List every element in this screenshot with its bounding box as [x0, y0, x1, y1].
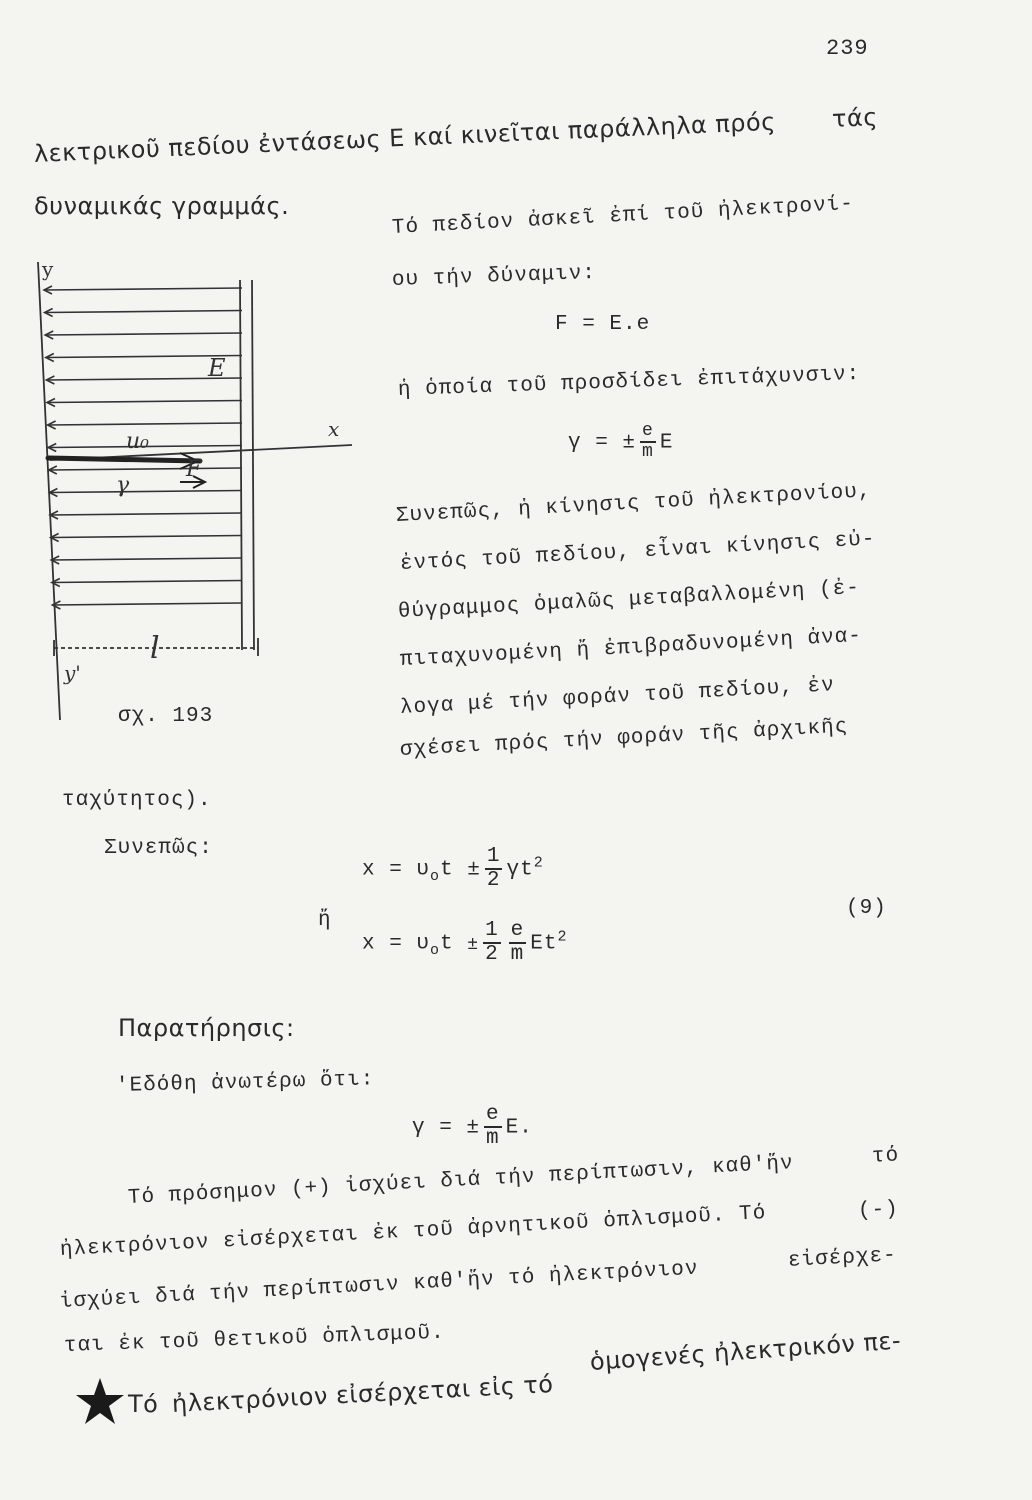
- field-line: [51, 536, 242, 538]
- field-line: [49, 468, 242, 470]
- text-p1c-end: εἰσέρχε-: [787, 1244, 898, 1273]
- text-r6: Συνεπῶς, ἡ κίνησις τοῦ ἠλεκτρονίου,: [395, 480, 873, 528]
- text-p2-start: Τό: [128, 1390, 159, 1418]
- star-icon: [76, 1378, 124, 1424]
- figure-electric-field: [30, 250, 360, 730]
- figure-caption: σχ. 193: [118, 705, 214, 728]
- field-line: [47, 401, 242, 403]
- text-r9: πιταχυνομένη ἤ ἐπιβραδυνομένη ἀνα-: [399, 624, 863, 672]
- label-F: F: [186, 457, 202, 482]
- axis-y-line: [38, 262, 60, 720]
- field-line: [50, 513, 242, 515]
- equation-label-9: (9): [846, 897, 887, 920]
- field-line: [45, 311, 242, 313]
- text-l13: Συνεπῶς:: [104, 837, 213, 860]
- text-p1a: Τό πρόσημον (+) ἰσχύει διά τήν περίπτωσιν, καθ'ἥν: [127, 1152, 795, 1210]
- field-line: [44, 288, 242, 290]
- text-line-2: δυναμικάς γραμμάς.: [34, 192, 290, 220]
- text-l15: 'Εδόθη ἀνωτέρω ὅτι:: [115, 1068, 375, 1098]
- label-u0: u₀: [126, 429, 149, 454]
- field-line: [52, 581, 242, 583]
- field-line: [48, 423, 242, 425]
- equation-acceleration-2: γ = ± $\frac{e}{m}$ E.: [412, 1103, 533, 1151]
- text-p2a: ἠλεκτρόνιον εἰσέρχεται εἰς τό: [171, 1370, 555, 1418]
- equation-acceleration: γ = ± $\frac{e}{m}$ E: [568, 421, 674, 462]
- text-r10: λογα μέ τήν φοράν τοῦ πεδίου, ἐν: [399, 674, 836, 720]
- equation-force: F = E.e: [555, 313, 651, 336]
- text-eta: ἤ: [318, 909, 332, 932]
- label-y: y: [42, 257, 54, 281]
- label-gamma: γ: [116, 473, 130, 498]
- text-p2a-end: ὁμογενές ἠλεκτρικόν πε-: [589, 1326, 902, 1376]
- label-x: x: [328, 417, 340, 441]
- field-line: [45, 333, 242, 335]
- field-line: [49, 491, 242, 493]
- text-r7: ἐντός τοῦ πεδίου, εἶναι κίνησις εὐ-: [399, 528, 877, 576]
- label-y-prime: y': [64, 661, 81, 685]
- text-p1b-end: (-): [857, 1197, 900, 1224]
- equation-9b: $x = \upsilon_ot$ ± $\frac{1}{2}$ $\frac{e}{m}$ Et$^2$: [362, 919, 568, 967]
- text-r4: ἡ ὁποία τοῦ προσδίδει ἐπιτάχυνσιν:: [397, 362, 861, 402]
- field-line: [51, 558, 242, 560]
- text-r1: Τό πεδίον ἀσκεῖ ἐπί τοῦ ἠλεκτρονί-: [391, 192, 855, 240]
- plate-line-2: [252, 280, 254, 650]
- page-number: 239: [826, 36, 869, 61]
- text-r2: ου τήν δύναμιν:: [391, 261, 597, 292]
- text-line-1-end: τάς: [831, 103, 879, 133]
- heading-observation: Παρατήρησις:: [118, 1014, 295, 1042]
- text-p1c: ἰσχύει διά τήν περίπτωσιν καθ'ἥν τό ἠλεκτρόνιον: [59, 1257, 700, 1314]
- text-l12: ταχύτητος).: [62, 789, 212, 812]
- text-p1b: ἠλεκτρόνιον εἰσέρχεται ἐκ τοῦ ἀρνητικοῦ ὁπλισμοῦ. Τό: [59, 1201, 767, 1262]
- field-line: [52, 603, 242, 605]
- label-E: E: [208, 354, 226, 382]
- equation-9a: $x = \upsilon_ot$ ± $\frac{1}{2}$ $\gamma t^2$: [362, 845, 544, 893]
- text-line-1: λεκτρικοῦ πεδίου ἐντάσεως Ε καί κινεῖται παράλληλα πρός: [33, 107, 777, 168]
- text-p1d: ται ἐκ τοῦ θετικοῦ ὁπλισμοῦ.: [63, 1321, 446, 1358]
- text-r8: θύγραμμος ὁμαλῶς μεταβαλλομένη (ἐ-: [397, 576, 861, 624]
- text-p1a-end: τό: [871, 1144, 900, 1169]
- plate-line-1: [240, 280, 242, 650]
- text-r11: σχέσει πρός τήν φοράν τῆς ἀρχικῆς: [399, 715, 849, 762]
- label-l: l: [150, 631, 160, 666]
- velocity-vector: [48, 458, 200, 461]
